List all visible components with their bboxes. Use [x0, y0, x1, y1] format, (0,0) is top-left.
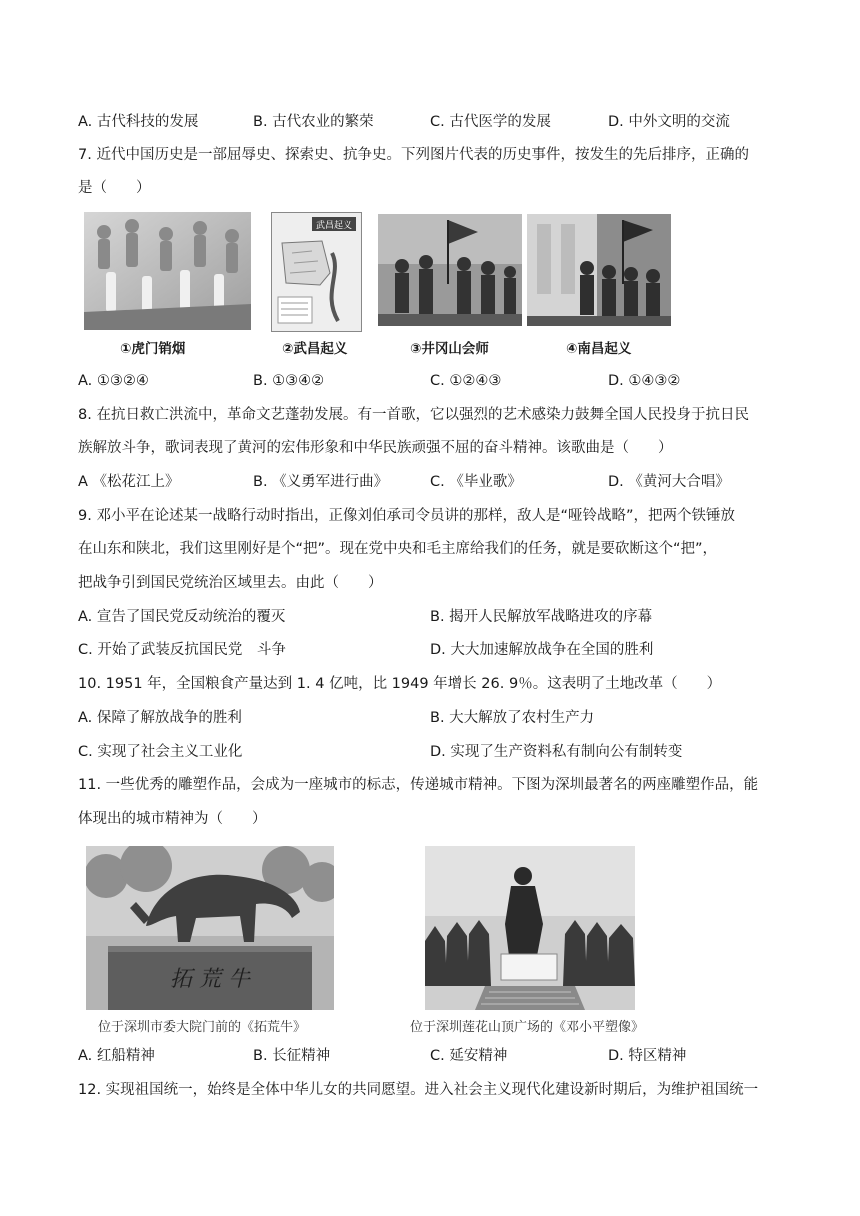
q6-option-c: C. 古代医学的发展 [430, 114, 551, 130]
q7-caption-2: ②武昌起义 [282, 341, 348, 357]
q10-option-b: B. 大大解放了农村生产力 [430, 710, 595, 726]
q10-option-d: D. 实现了生产资料私有制向公有制转变 [430, 744, 683, 760]
q11-stem-line1: 11. 一些优秀的雕塑作品，会成为一座城市的标志，传递城市精神。下图为深圳最著名的两座雕塑作品，能 [78, 777, 759, 793]
q7-option-b: B. ①③④② [253, 373, 325, 389]
q9-option-a: A. 宣告了国民党反动统治的覆灭 [78, 609, 286, 625]
q7-image-humen [84, 212, 251, 330]
q12-stem-line1: 12. 实现祖国统一，始终是全体中华儿女的共同愿望。进入社会主义现代化建设新时期后，为维护祖国统一 [78, 1082, 759, 1098]
q9-stem-line2: 在山东和陕北，我们这里刚好是个“把”。现在党中央和毛主席给我们的任务，就是要砍断这个“把”， [78, 541, 718, 557]
q7-caption-4: ④南昌起义 [566, 341, 632, 357]
q9-option-b: B. 揭开人民解放军战略进攻的序幕 [430, 609, 653, 625]
q7-stem-line1: 7. 近代中国历史是一部屈辱史、探索史、抗争史。下列图片代表的历史事件，按发生的先后排序，正确的 [78, 147, 749, 163]
q11-caption-1: 位于深圳市委大院门前的《拓荒牛》 [98, 1020, 307, 1035]
q11-option-d: D. 特区精神 [608, 1048, 687, 1064]
q7-caption-3: ③井冈山会师 [410, 341, 489, 357]
q7-option-c: C. ①②④③ [430, 373, 502, 389]
q6-option-b: B. 古代农业的繁荣 [253, 114, 374, 130]
q11-option-a: A. 红船精神 [78, 1048, 155, 1064]
q10-stem-line1: 10. 1951 年，全国粮食产量达到 1. 4 亿吨，比 1949 年增长 26. 9％。这表明了土地改革（ ） [78, 676, 722, 692]
q7-image-wuchang-map [271, 212, 362, 332]
q8-option-a: A 《松花江上》 [78, 474, 180, 490]
q7-stem-line2: 是（ ） [78, 180, 151, 196]
q8-option-c: C. 《毕业歌》 [430, 474, 522, 490]
q9-stem-line1: 9. 邓小平在论述某一战略行动时指出，正像刘伯承司令员讲的那样，敌人是“哑铃战略”，把两个铁锤放 [78, 508, 735, 524]
q11-stem-line2: 体现出的城市精神为（ ） [78, 811, 267, 827]
q11-image-pioneer-ox [86, 846, 334, 1010]
q7-caption-1: ①虎门销烟 [120, 341, 186, 357]
q8-option-d: D. 《黄河大合唱》 [608, 474, 730, 490]
q7-option-d: D. ①④③② [608, 373, 681, 389]
q6-option-a: A. 古代科技的发展 [78, 114, 199, 130]
q11-option-c: C. 延安精神 [430, 1048, 508, 1064]
q11-option-b: B. 长征精神 [253, 1048, 331, 1064]
q11-image-deng-statue [425, 846, 635, 1010]
q11-caption-2: 位于深圳莲花山顶广场的《邓小平塑像》 [410, 1020, 645, 1035]
q9-option-d: D. 大大加速解放战争在全国的胜利 [430, 642, 654, 658]
q8-stem-line2: 族解放斗争，歌词表现了黄河的宏伟形象和中华民族顽强不屈的奋斗精神。该歌曲是（ ） [78, 440, 673, 456]
q10-option-a: A. 保障了解放战争的胜利 [78, 710, 242, 726]
wuchang-map-title: 武昌起义 [315, 221, 353, 231]
plinth-text: 拓 荒 牛 [170, 967, 250, 992]
q9-stem-line3: 把战争引到国民党统治区域里去。由此（ ） [78, 575, 383, 591]
q7-option-a: A. ①③②④ [78, 373, 149, 389]
q6-option-d: D. 中外文明的交流 [608, 114, 730, 130]
q7-image-nanchang [527, 214, 671, 326]
q8-stem-line1: 8. 在抗日救亡洪流中，革命文艺蓬勃发展。有一首歌，它以强烈的艺术感染力鼓舞全国人民投身于抗日民 [78, 407, 749, 423]
q9-option-c: C. 开始了武装反抗国民党 斗争 [78, 642, 286, 658]
q7-image-jinggangshan [378, 214, 522, 326]
q10-option-c: C. 实现了社会主义工业化 [78, 744, 243, 760]
q8-option-b: B. 《义勇军进行曲》 [253, 474, 389, 490]
